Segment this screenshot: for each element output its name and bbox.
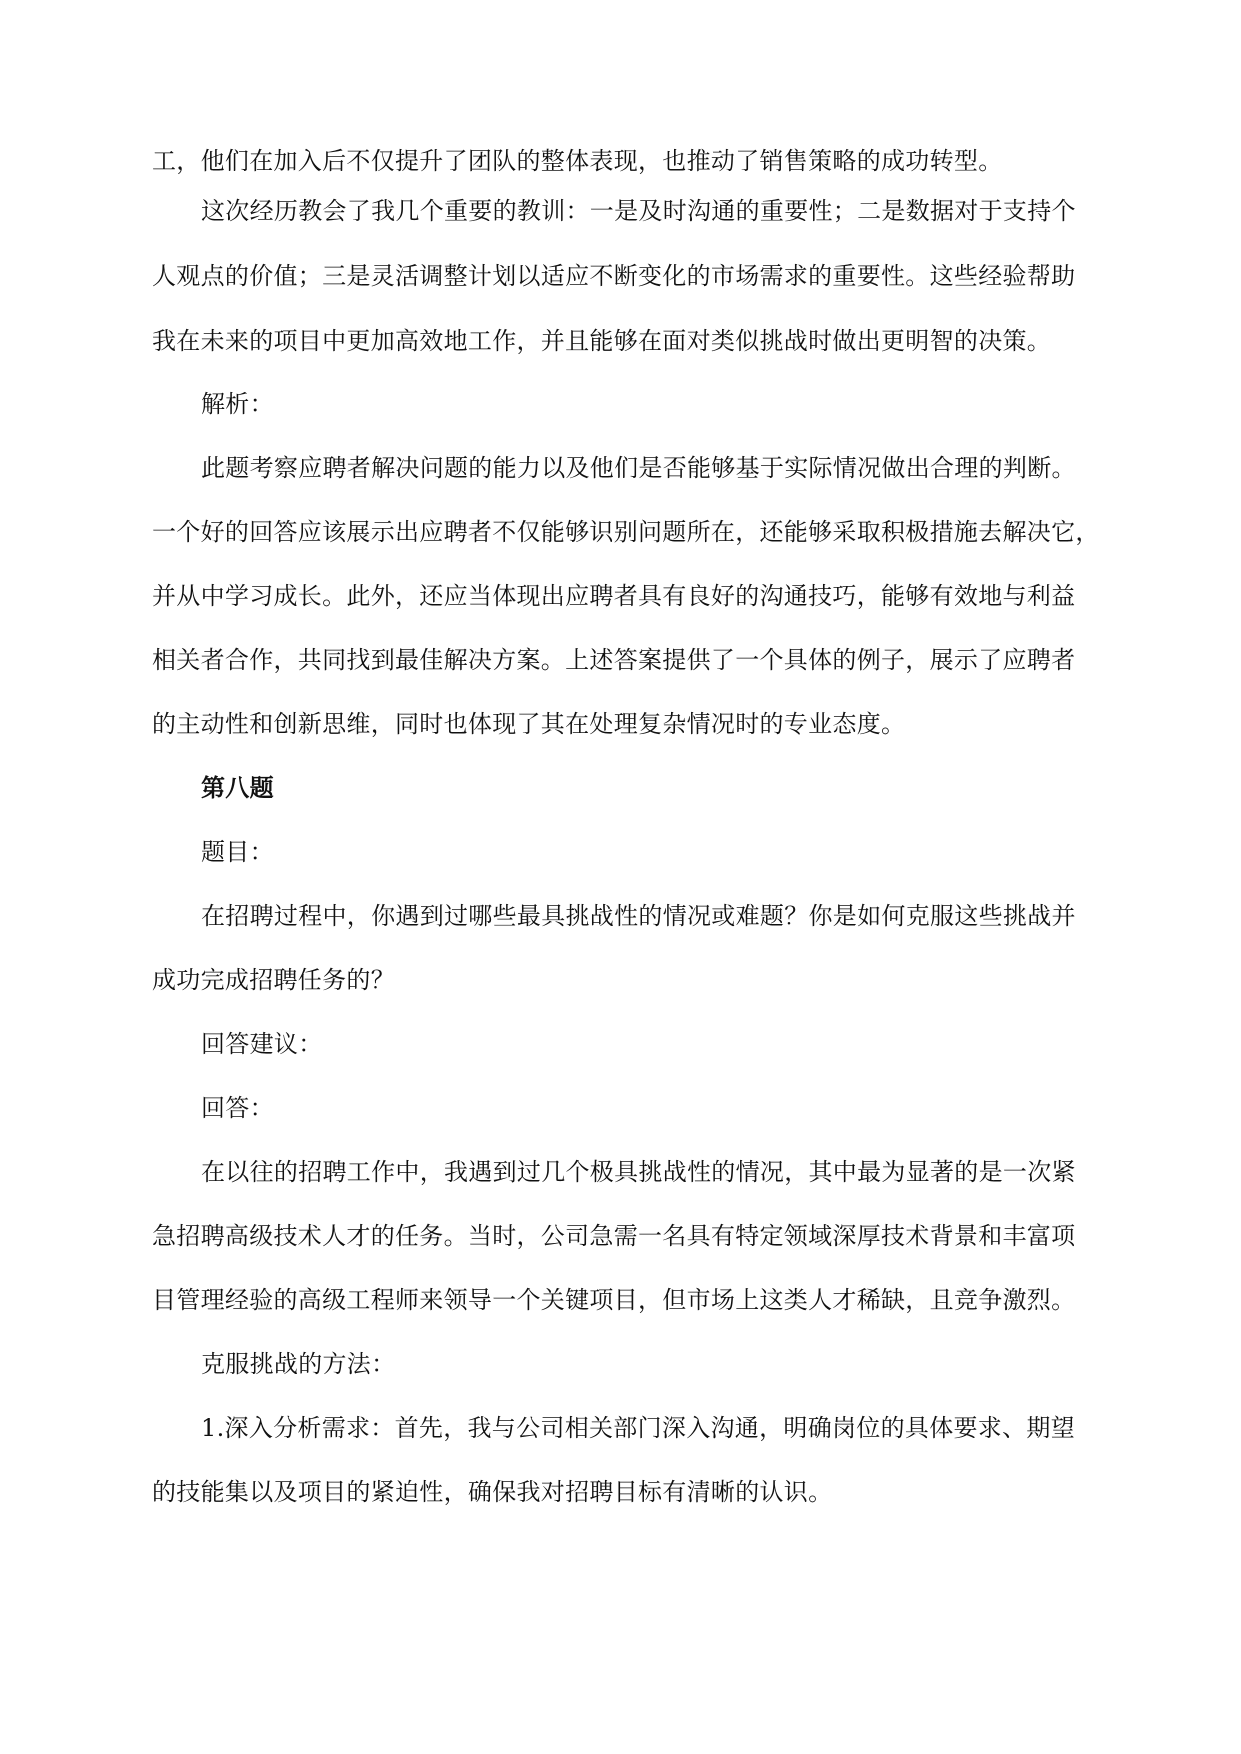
paragraph-line: 的主动性和创新思维，同时也体现了其在处理复杂情况时的专业态度。	[152, 710, 906, 738]
question-heading: 第八题	[201, 773, 274, 802]
paragraph-line: 成功完成招聘任务的？	[152, 966, 395, 994]
paragraph-line: 急招聘高级技术人才的任务。当时，公司急需一名具有特定领域深厚技术背景和丰富项	[152, 1222, 1076, 1250]
paragraph-line: 的技能集以及项目的紧迫性，确保我对招聘目标有清晰的认识。	[152, 1478, 833, 1506]
section-label-question: 题目：	[201, 838, 274, 866]
paragraph-line: 人观点的价值；三是灵活调整计划以适应不断变化的市场需求的重要性。这些经验帮助	[152, 262, 1076, 290]
list-item: 1.深入分析需求：首先，我与公司相关部门深入沟通，明确岗位的具体要求、期望	[201, 1414, 1075, 1442]
paragraph-line: 目管理经验的高级工程师来领导一个关键项目，但市场上这类人才稀缺，且竞争激烈。	[152, 1286, 1076, 1314]
section-label-analysis: 解析：	[201, 390, 274, 418]
section-label-suggestion: 回答建议：	[201, 1030, 323, 1058]
paragraph-line: 我在未来的项目中更加高效地工作，并且能够在面对类似挑战时做出更明智的决策。	[152, 327, 1052, 355]
paragraph-line: 在以往的招聘工作中，我遇到过几个极具挑战性的情况，其中最为显著的是一次紧	[201, 1158, 1076, 1186]
paragraph-line: 相关者合作，共同找到最佳解决方案。上述答案提供了一个具体的例子，展示了应聘者	[152, 646, 1076, 674]
paragraph-line: 工，他们在加入后不仅提升了团队的整体表现，也推动了销售策略的成功转型。	[152, 147, 1003, 175]
paragraph-line: 这次经历教会了我几个重要的教训：一是及时沟通的重要性；二是数据对于支持个	[201, 197, 1076, 225]
paragraph-line: 在招聘过程中，你遇到过哪些最具挑战性的情况或难题？你是如何克服这些挑战并	[201, 902, 1076, 930]
paragraph-line: 一个好的回答应该展示出应聘者不仅能够识别问题所在，还能够采取积极措施去解决它，	[152, 518, 1100, 546]
section-label-methods: 克服挑战的方法：	[201, 1350, 396, 1378]
paragraph-line: 此题考察应聘者解决问题的能力以及他们是否能够基于实际情况做出合理的判断。	[201, 454, 1076, 482]
section-label-answer: 回答：	[201, 1094, 274, 1122]
paragraph-line: 并从中学习成长。此外，还应当体现出应聘者具有良好的沟通技巧，能够有效地与利益	[152, 582, 1076, 610]
